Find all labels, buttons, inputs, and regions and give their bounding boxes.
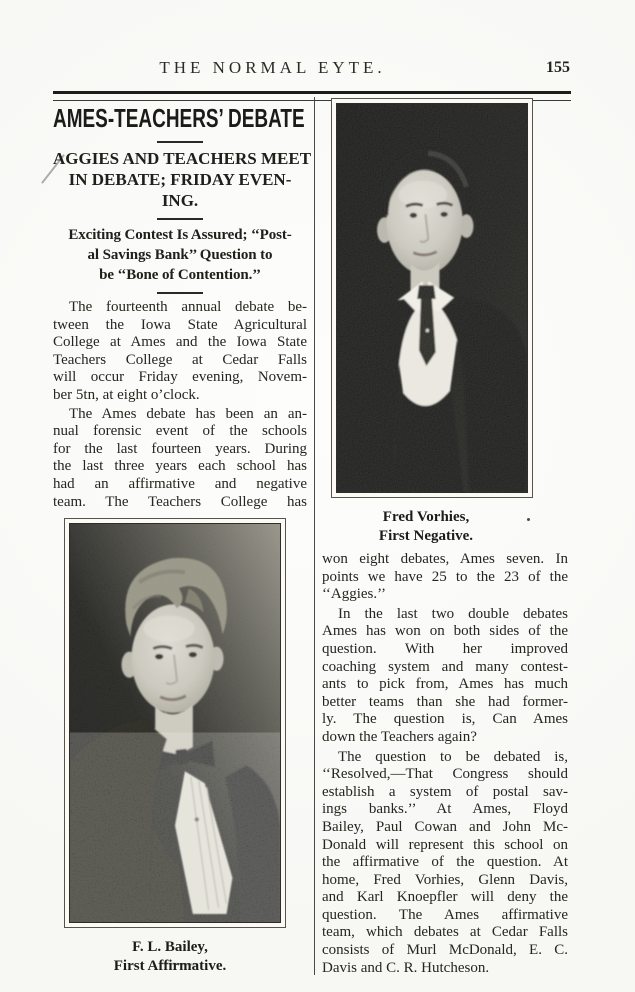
caption-vorhies: Fred Vorhies, First Negative. (378, 509, 474, 544)
paragraph: In the last two double debates Ames has won on both sides of the question. With her improved coaching system and many contest- ants to pick from, Ames has much better teams than she had former- ly. The question is, Can Ames down the Teachers again? (322, 605, 568, 745)
deck-rule (157, 292, 203, 294)
paragraph: The Ames debate has been an an- nual forensic event of the schools for the last fourteen years. During the last three years each school has had an affirmative and negative team. The Teachers College has (53, 405, 307, 510)
right-column (322, 98, 568, 977)
paragraph: The fourteenth annual debate be- tween the Iowa State Agricultural College at Ames and the Iowa State Teachers College at Cedar Falls will occur Friday evening, Novem- ber 5tn, at eight o’clock. (53, 299, 307, 403)
article-subhead: AGGIES AND TEACHERS MEET IN DEBATE; FRIDAY EVEN- ING. (53, 149, 312, 210)
headline-rule (157, 141, 203, 143)
portrait-vorhies-photo (336, 103, 528, 493)
photo-frame-vorhies (331, 98, 533, 498)
subhead-rule (157, 218, 203, 220)
column-divider (314, 97, 315, 975)
article-deck: Exciting Contest Is Assured; ‘‘Post- al Savings Bank’’ Question to be ‘‘Bone of Contention.’’ (68, 227, 292, 283)
left-column (53, 100, 312, 976)
masthead (53, 58, 572, 84)
article-headline: AMES-TEACHERS’ DEBATE (53, 103, 305, 133)
photo-frame-bailey (64, 518, 286, 928)
paragraph: The question to be debated is, ‘‘Resolved,—That Congress should establish a system of postal sav- ings banks.’’ At Ames, Floyd Bailey, Paul Cowan and John Mc- Donald will represent this school on the affirmative of the question. At home, Fred Vorhies, Glenn Davis, and Karl Knoepfler will deny the question. The Ames affirmative team, which debates at Cedar Falls consists of Murl McDonald, E. C. Davis and C. R. Hutcheson. (322, 748, 568, 976)
publication-title: THE NORMAL EYTE. (159, 58, 386, 77)
caption-bailey: F. L. Bailey, First Affirmative. (113, 939, 227, 975)
paragraph: won eight debates, Ames seven. In points we have 25 to the 23 of the ‘‘Aggies.’’ (322, 551, 568, 603)
portrait-bailey-photo (69, 523, 281, 923)
page-number: 155 (546, 59, 570, 76)
